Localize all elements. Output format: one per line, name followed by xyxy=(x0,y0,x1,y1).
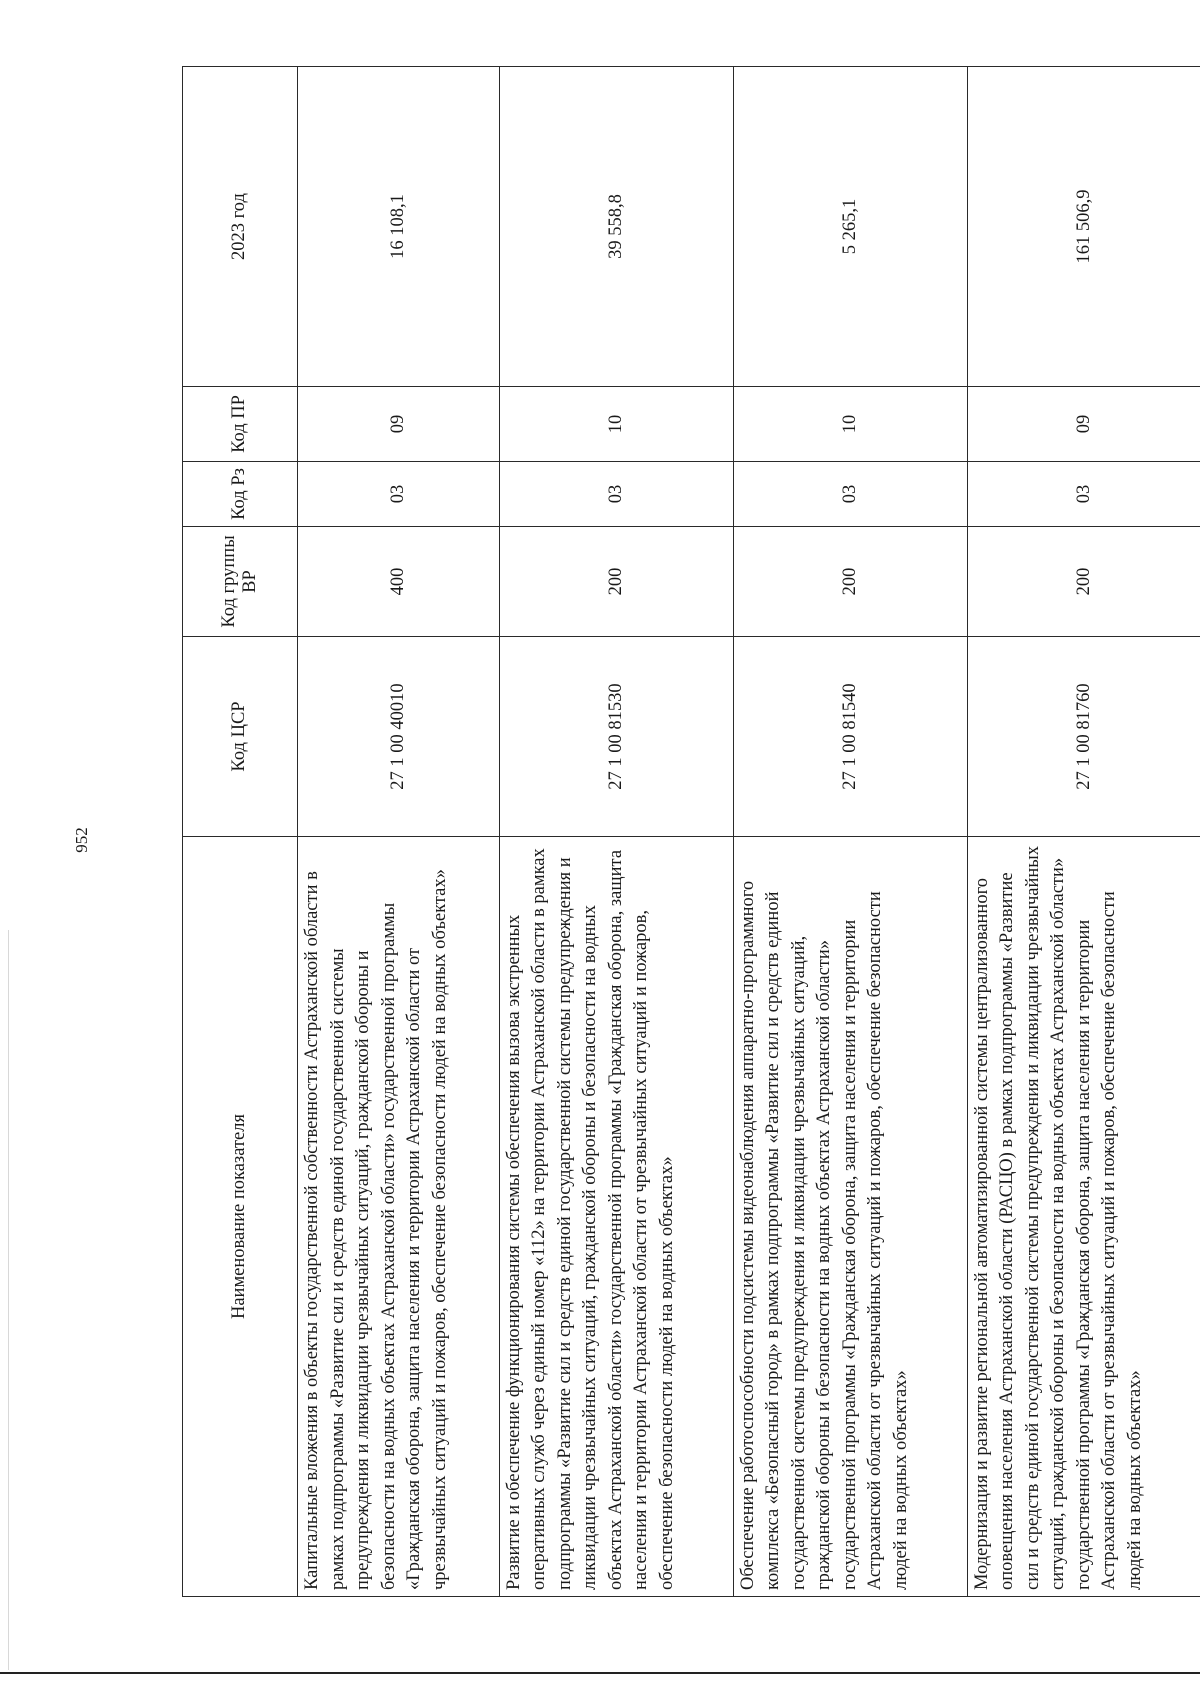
header-rz-code: Код Рз xyxy=(183,462,298,527)
table-row xyxy=(298,67,500,1597)
vr-group-code-cell: 400 xyxy=(298,527,500,637)
rz-code-cell: 03 xyxy=(499,462,733,527)
pr-code-cell: 09 xyxy=(967,387,1200,462)
header-vr-group-code: Код группы ВР xyxy=(183,527,298,637)
vr-group-code-cell: 200 xyxy=(733,527,967,637)
pr-code-cell: 09 xyxy=(298,387,500,462)
vr-group-code-cell: 200 xyxy=(499,527,733,637)
table-row xyxy=(733,67,967,1597)
csr-code-cell: 27 1 00 81530 xyxy=(499,637,733,837)
csr-code-cell: 27 1 00 81760 xyxy=(967,637,1200,837)
budget-table xyxy=(182,66,1200,1597)
pr-code-cell: 10 xyxy=(733,387,967,462)
indicator-name-cell: Развитие и обеспечение функционирования системы обеспечения вызова экстренных оперативных служб через единый номер «112» на территории Астраханской области в рамках подпрограммы «Развитие сил и средств единой государственной системы предупреждения и ликвидации чрезвычайных ситуаций, гражданской обороны и безопасности на водных объектах Астраханской области» государственной программы «Гражданская оборона, защита населения и территории Астраханской области от чрезвычайных ситуаций и пожаров, обеспечение безопасности людей на водных объектах» xyxy=(499,837,733,1597)
header-year-2023: 2023 год xyxy=(183,67,298,387)
csr-code-cell: 27 1 00 40010 xyxy=(298,637,500,837)
csr-code-cell: 27 1 00 81540 xyxy=(733,637,967,837)
vr-group-code-cell: 200 xyxy=(967,527,1200,637)
amount-cell: 39 558,8 xyxy=(499,67,733,387)
budget-table-container xyxy=(182,67,1200,1597)
indicator-name-cell: Обеспечение работоспособности подсистемы видеонаблюдения аппаратно-программного комплекса «Безопасный город» в рамках подпрограммы «Развитие сил и средств единой государственной системы предупреждения и ликвидации чрезвычайных ситуаций, гражданской обороны и безопасности на водных объектах Астраханской области» государственной программы «Гражданская оборона, защита населения и территории Астраханской области от чрезвычайных ситуаций и пожаров, обеспечение безопасности людей на водных объектах» xyxy=(733,837,967,1597)
rz-code-cell: 03 xyxy=(298,462,500,527)
scan-bottom-line xyxy=(0,1672,1200,1674)
indicator-name-cell: Капитальные вложения в объекты государственной собственности Астраханской области в рамках подпрограммы «Развитие сил и средств единой государственной системы предупреждения и ликвидации чрезвычайных ситуаций, гражданской обороны и безопасности на водных объектах Астраханской области» государственной программы «Гражданская оборона, защита населения и территории Астраханской области от чрезвычайных ситуаций и пожаров, обеспечение безопасности людей на водных объектах» xyxy=(298,837,500,1597)
scan-edge-line xyxy=(8,930,9,1670)
rz-code-cell: 03 xyxy=(967,462,1200,527)
table-header-row xyxy=(183,67,298,1597)
table-row xyxy=(499,67,733,1597)
page-number: 952 xyxy=(72,827,91,853)
rz-code-cell: 03 xyxy=(733,462,967,527)
header-indicator-name: Наименование показателя xyxy=(183,837,298,1597)
header-csr-code: Код ЦСР xyxy=(183,637,298,837)
table-row xyxy=(967,67,1200,1597)
header-pr-code: Код ПР xyxy=(183,387,298,462)
amount-cell: 16 108,1 xyxy=(298,67,500,387)
amount-cell: 161 506,9 xyxy=(967,67,1200,387)
pr-code-cell: 10 xyxy=(499,387,733,462)
indicator-name-cell: Модернизация и развитие региональной автоматизированной системы централизованного оповещения населения Астраханской области (РАСЦО) в рамках подпрограммы «Развитие сил и средств единой государственной системы предупреждения и ликвидации чрезвычайных ситуаций, гражданской обороны и безопасности на водных объектах Астраханской области» государственной программы «Гражданская оборона, защита населения и территории Астраханской области от чрезвычайных ситуаций и пожаров, обеспечение безопасности людей на водных объектах» xyxy=(967,837,1200,1597)
amount-cell: 5 265,1 xyxy=(733,67,967,387)
